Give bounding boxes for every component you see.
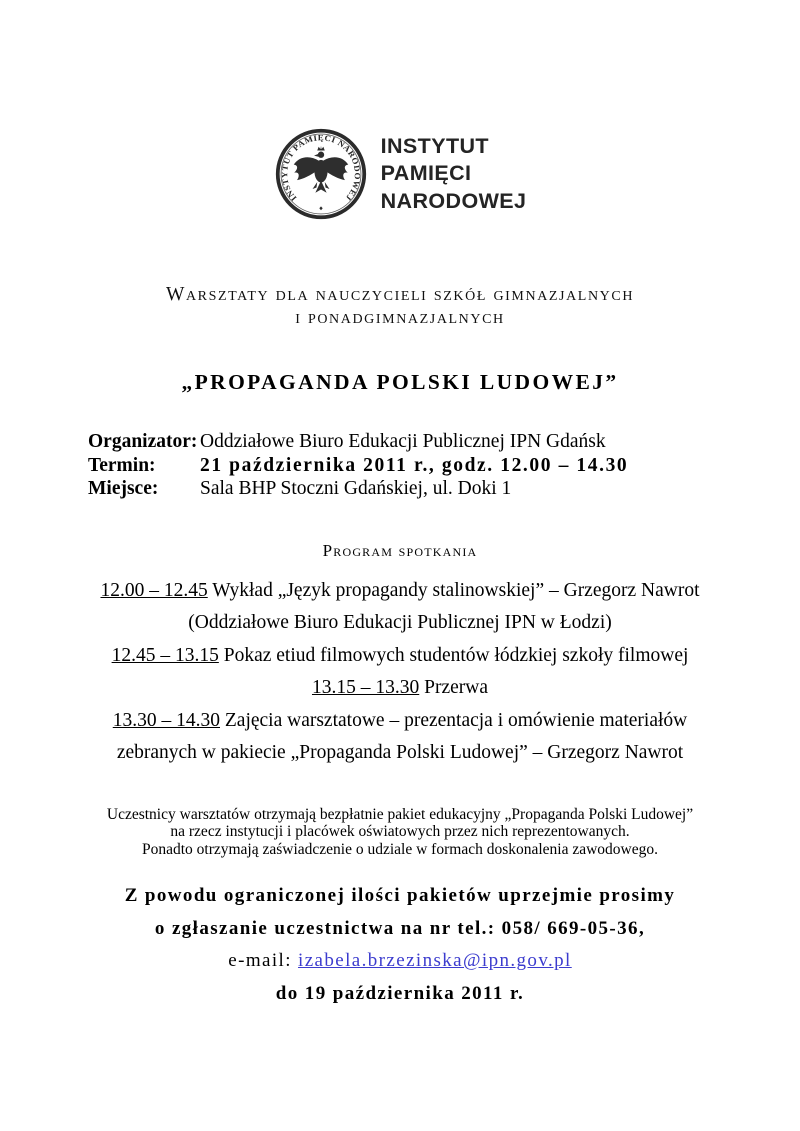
program-heading: Program spotkania — [322, 540, 478, 560]
term-row — [88, 454, 800, 478]
note-line3: Ponadto otrzymają zaświadczenie o udziale w formach doskonalenia zawodowego. — [141, 840, 659, 858]
program-list — [0, 575, 800, 770]
program-item — [0, 575, 800, 608]
document-title: „PROPAGANDA POLSKI LUDOWEJ” — [181, 370, 619, 394]
ipn-seal-icon — [274, 127, 368, 221]
wordmark-line-1: INSTYTUT — [380, 133, 489, 158]
note-paragraph — [0, 806, 800, 859]
program-time: 12.00 – 12.45 — [100, 579, 208, 601]
place-row — [88, 477, 800, 501]
email-label: e-mail: — [228, 950, 299, 971]
deadline-line: do 19 października 2011 r. — [275, 982, 525, 1004]
program-text: zebranych w pakiecie „Propaganda Polski Ludowej” – Grzegorz Nawrot — [116, 742, 684, 763]
program-time: 13.30 – 14.30 — [112, 709, 220, 731]
place-value: Sala BHP Stoczni Gdańskiej, ul. Doki 1 — [200, 478, 512, 499]
details-section — [88, 430, 800, 501]
note-line2: na rzecz instytucji i placówek oświatowych przez nich reprezentowanych. — [170, 823, 630, 840]
program-text: Zajęcia warsztatowe – prezentacja i omówienie materiałów — [220, 709, 688, 731]
contact-section — [0, 880, 800, 1010]
note-line1: Uczestnicy warsztatów otrzymają bezpłatnie pakiet edukacyjny „Propaganda Polski Ludowej” — [106, 805, 694, 823]
program-item — [0, 607, 800, 640]
program-text: (Oddziałowe Biuro Edukacji Publicznej IPN w Łodzi) — [188, 612, 612, 633]
contact-line2: o zgłaszanie uczestnictwa na nr tel.: 058/ 669-05-36, — [154, 917, 646, 939]
seal-ornament-icon — [319, 206, 322, 210]
term-value: 21 października 2011 r., godz. 12.00 – 14.30 — [200, 454, 629, 476]
workshop-subtitle-line1: Warsztaty dla nauczycieli szkół gimnazjalnych — [165, 284, 635, 305]
program-time: 12.45 – 13.15 — [111, 644, 219, 666]
term-label: Termin: — [88, 454, 156, 476]
program-item — [0, 737, 800, 770]
program-item — [0, 705, 800, 738]
organizer-label: Organizator: — [88, 431, 198, 452]
wordmark-line-2: PAMIĘCI — [380, 161, 472, 186]
place-label: Miejsce: — [88, 478, 159, 499]
workshop-subtitle — [0, 283, 800, 329]
program-item — [0, 640, 800, 673]
program-text: Pokaz etiud filmowych studentów łódzkiej szkoły filmowej — [218, 644, 689, 666]
program-item — [0, 672, 800, 705]
program-text: Wykład „Język propagandy stalinowskiej” – Grzegorz Nawrot — [207, 579, 700, 601]
workshop-subtitle-line2: i ponadgimnazjalnych — [295, 307, 505, 328]
ipn-logo — [0, 0, 800, 221]
email-link[interactable]: izabela.brzezinska@ipn.gov.pl — [298, 950, 572, 971]
email-row — [0, 945, 800, 978]
organizer-value: Oddziałowe Biuro Edukacji Publicznej IPN Gdańsk — [200, 431, 606, 452]
organizer-row — [88, 430, 800, 454]
ipn-wordmark — [381, 133, 527, 216]
program-text: Przerwa — [419, 677, 488, 698]
contact-line1: Z powodu ograniczonej ilości pakietów uprzejmie prosimy — [124, 885, 676, 906]
program-time: 13.15 – 13.30 — [311, 677, 420, 698]
wordmark-line-3: NARODOWEJ — [380, 188, 527, 213]
seal-text: INSTYTUT PAMIĘCI NARODOWEJ — [279, 133, 362, 203]
eagle-icon — [293, 146, 348, 193]
